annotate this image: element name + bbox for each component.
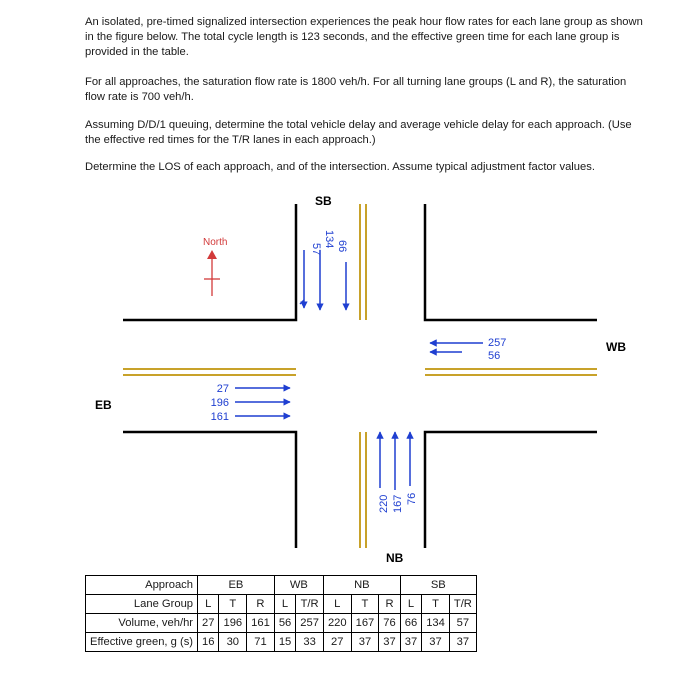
approach-label-sb: SB	[315, 194, 332, 208]
table-row-lane-group	[86, 595, 477, 614]
sb-volume-57: 57	[310, 243, 322, 256]
problem-paragraph-2: For all approaches, the saturation flow rate is 1800 veh/h. For all turning lane groups (L and R), the saturation flow rate is 700 veh/h.	[85, 76, 627, 103]
volume-cell: 57	[449, 614, 476, 633]
lane-group-cell: L	[323, 595, 351, 614]
lane-group-cell: T	[219, 595, 247, 614]
approach-wb: WB	[274, 576, 323, 595]
curb-ne	[425, 204, 597, 320]
approach-label-eb: EB	[95, 398, 112, 412]
lane-group-cell: R	[247, 595, 275, 614]
lane-group-cell: T/R	[296, 595, 324, 614]
volume-cell: 196	[219, 614, 247, 633]
green-cell: 71	[247, 633, 275, 652]
eb-arrows	[235, 388, 290, 416]
north-label: North	[203, 237, 228, 248]
lane-group-cell: T	[351, 595, 379, 614]
approach-nb: NB	[323, 576, 400, 595]
problem-paragraph-1: An isolated, pre-timed signalized intersection experiences the peak hour flow rates for each lane group as shown in the figure below. The total cycle length is 123 seconds, and the effective green time for each lane group is provided in the table.	[85, 16, 643, 58]
north-arrow-icon	[203, 237, 227, 296]
problem-paragraph-3: Assuming D/D/1 queuing, determine the total vehicle delay and average vehicle delay for each approach. (Use the effective red times for the T/R lanes in each approach.)	[85, 119, 632, 146]
approach-eb: EB	[198, 576, 275, 595]
green-cell: 37	[400, 633, 421, 652]
wb-volume-257: 257	[488, 337, 507, 349]
eb-volume-161: 161	[210, 411, 229, 423]
table-row-volume	[86, 614, 477, 633]
table-row-approach	[86, 576, 477, 595]
nb-volume-76: 76	[406, 492, 418, 505]
green-cell: 37	[449, 633, 476, 652]
eb-volume-27: 27	[216, 383, 229, 395]
green-cell: 37	[422, 633, 450, 652]
problem-paragraph-4: Determine the LOS of each approach, and of the intersection. Assume typical adjustment factor values.	[85, 161, 595, 173]
green-cell: 15	[274, 633, 295, 652]
nb-volume-220: 220	[378, 494, 390, 513]
volume-cell: 161	[247, 614, 275, 633]
lane-group-cell: R	[379, 595, 400, 614]
lane-group-cell: T	[422, 595, 450, 614]
row-header-lane-group: Lane Group	[86, 595, 198, 614]
approach-label-nb: NB	[386, 551, 404, 565]
sb-volume-134: 134	[323, 230, 335, 249]
volume-cell: 76	[379, 614, 400, 633]
sb-arrows	[300, 250, 346, 310]
green-cell: 16	[198, 633, 219, 652]
eb-volume-196: 196	[210, 397, 229, 409]
approach-sb: SB	[400, 576, 476, 595]
green-cell: 33	[296, 633, 324, 652]
wb-arrows	[430, 343, 483, 352]
curb-se	[425, 432, 597, 548]
curb-sw	[123, 432, 296, 548]
nb-arrows	[380, 432, 410, 490]
volume-cell: 134	[422, 614, 450, 633]
lane-group-cell: L	[400, 595, 421, 614]
row-header-volume: Volume, veh/hr	[86, 614, 198, 633]
volume-cell: 167	[351, 614, 379, 633]
approach-label-wb: WB	[606, 340, 626, 354]
volume-cell: 220	[323, 614, 351, 633]
volume-cell: 66	[400, 614, 421, 633]
volume-cell: 257	[296, 614, 324, 633]
nb-volume-167: 167	[392, 494, 404, 513]
green-cell: 37	[351, 633, 379, 652]
sb-volume-66: 66	[336, 240, 348, 253]
lane-group-cell: L	[198, 595, 219, 614]
lane-group-cell: L	[274, 595, 295, 614]
volume-cell: 56	[274, 614, 295, 633]
curb-nw	[123, 204, 296, 320]
lane-group-cell: T/R	[449, 595, 476, 614]
row-header-approach: Approach	[86, 576, 198, 595]
table-row-green	[86, 633, 477, 652]
green-cell: 37	[379, 633, 400, 652]
lane-group-table	[85, 575, 477, 652]
wb-volume-56: 56	[488, 350, 501, 362]
volume-cell: 27	[198, 614, 219, 633]
green-cell: 27	[323, 633, 351, 652]
green-cell: 30	[219, 633, 247, 652]
medians	[123, 204, 597, 548]
row-header-green: Effective green, g (s)	[86, 633, 198, 652]
